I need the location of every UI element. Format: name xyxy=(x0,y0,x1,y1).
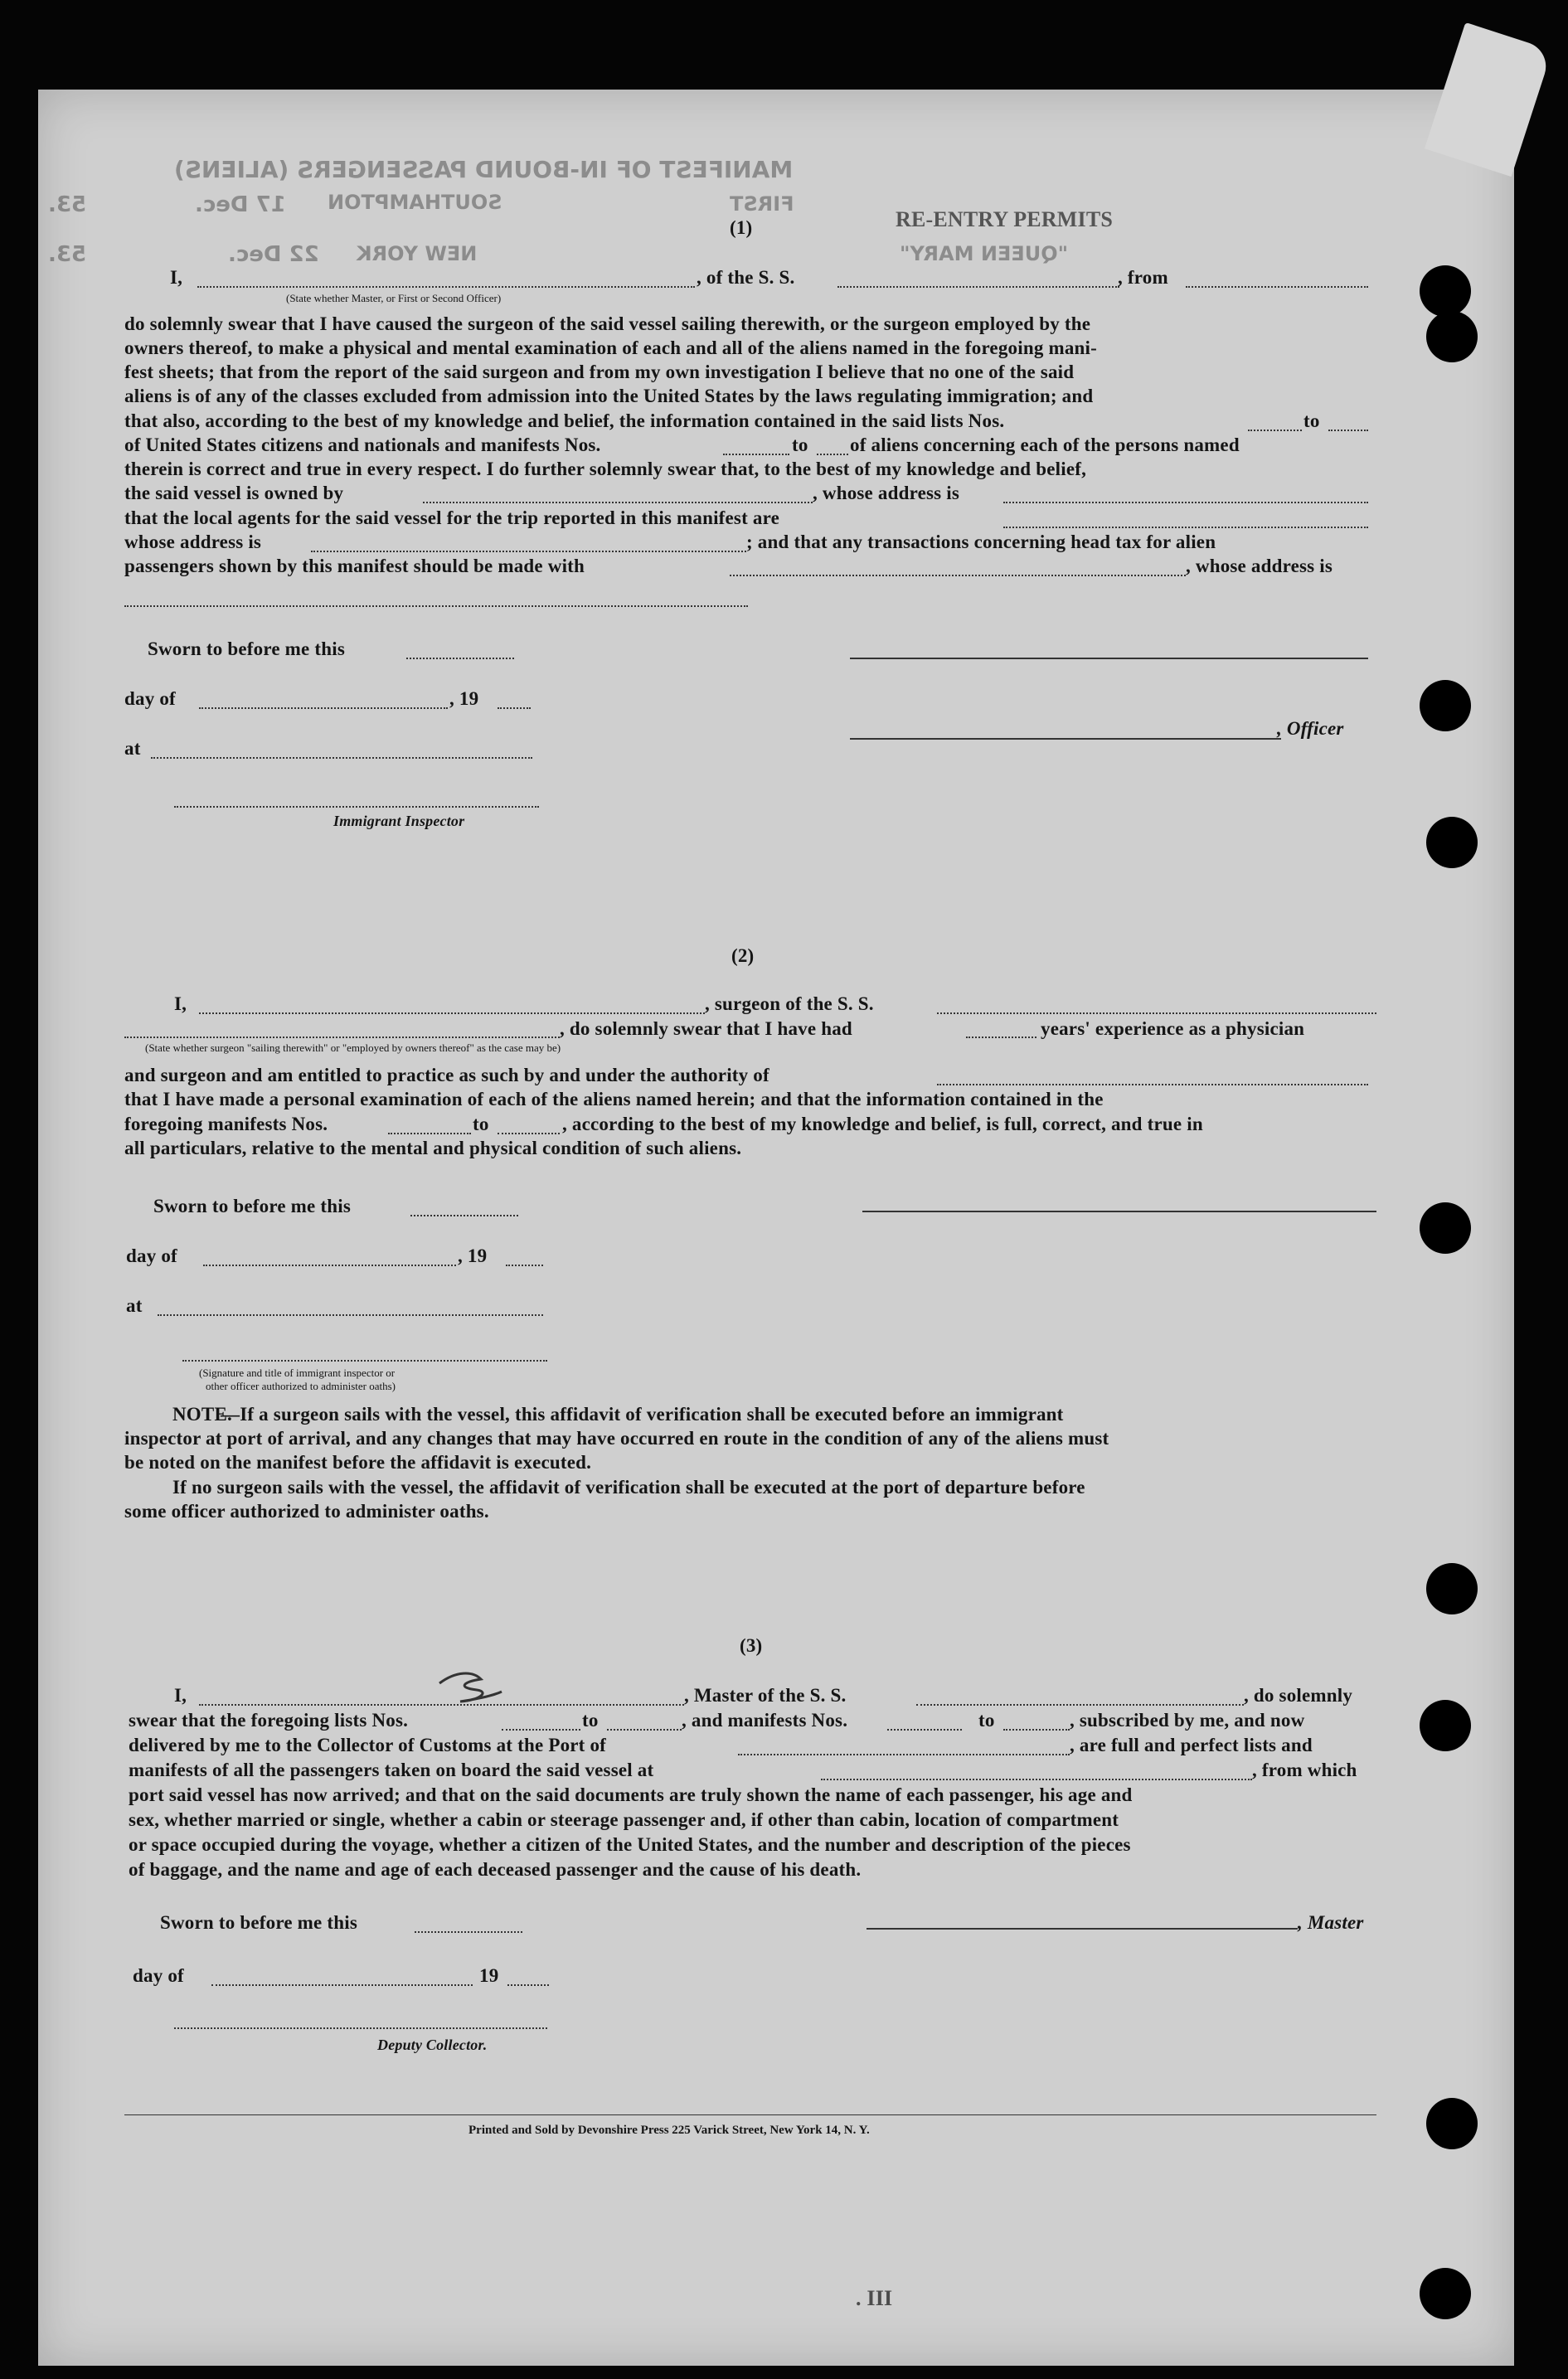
year-label: , 19 xyxy=(449,688,479,709)
fill-line xyxy=(498,707,531,709)
fill-line xyxy=(507,1984,549,1986)
fill-line xyxy=(821,1779,1252,1780)
inspector-label: Immigrant Inspector xyxy=(333,813,465,829)
master-text: , and manifests Nos. xyxy=(682,1710,848,1731)
fill-line xyxy=(506,1265,543,1266)
printer-imprint: Printed and Sold by Devonshire Press 225 Varick Street, New York 14, N. Y. xyxy=(468,2124,870,2137)
master-text: manifests of all the passengers taken on board the said vessel at xyxy=(129,1760,654,1780)
bleed-text: 53. xyxy=(48,242,87,267)
oath-text: to xyxy=(1303,410,1320,431)
fill-line xyxy=(502,1729,580,1731)
surgeon-caption: (State whether surgeon "sailing therewith" or "employed by owners thereof" as the case may be) xyxy=(145,1041,561,1054)
oath-text: of United States citizens and nationals and manifests Nos. xyxy=(124,435,601,455)
signature-line xyxy=(182,1360,547,1362)
punch-hole xyxy=(1420,265,1471,317)
punch-hole xyxy=(1420,1202,1471,1254)
fill-line xyxy=(498,1133,560,1134)
master-text: or space occupied during the voyage, whether a citizen of the United States, and the number and description of the pieces xyxy=(129,1834,1131,1855)
bleed-header: MANIFEST OF IN-BOUND PASSENGERS (ALIENS) xyxy=(174,156,794,183)
signature-caption: (Signature and title of immigrant inspector or xyxy=(199,1367,396,1379)
oath-text: do solemnly swear that I have caused the surgeon of the said vessel sailing therewith, or the surgeon employed by the xyxy=(124,313,1091,334)
fill-line xyxy=(937,1084,1368,1085)
section-3-number: (3) xyxy=(740,1635,763,1656)
master-text: sex, whether married or single, whether a cabin or steerage passenger and, if other than cabin, location of compartment xyxy=(129,1809,1119,1830)
master-text: , from which xyxy=(1252,1760,1357,1780)
torn-corner xyxy=(1425,22,1552,177)
master-text: to xyxy=(978,1710,995,1731)
fill-line xyxy=(916,1704,1244,1706)
fill-line xyxy=(887,1729,962,1731)
day-of-label: day of xyxy=(124,688,176,709)
bleed-text: SOUTHAMPTON xyxy=(328,191,502,214)
oath-text: to xyxy=(792,435,808,455)
sworn-label: Sworn to before me this xyxy=(148,638,345,659)
fill-line xyxy=(1003,1729,1070,1731)
year-label: 19 xyxy=(479,1965,499,1986)
oath-text: the said vessel is owned by xyxy=(124,483,344,503)
signature-line xyxy=(862,1211,1376,1212)
fill-line xyxy=(410,1215,518,1216)
master-text: , do solemnly xyxy=(1244,1685,1353,1706)
punch-hole xyxy=(1420,680,1471,731)
line-i: I, xyxy=(174,1685,187,1706)
surgeon-text: , do solemnly swear that I have had xyxy=(560,1018,852,1039)
bleed-text: FIRST xyxy=(730,192,794,216)
signature-line xyxy=(850,658,1368,659)
fill-line xyxy=(607,1729,682,1731)
note-text: inspector at port of arrival, and any changes that may have occurred en route in the condition of any of the aliens must xyxy=(124,1428,1109,1449)
fill-line xyxy=(197,286,695,288)
punch-hole xyxy=(1426,2098,1478,2149)
master-text: port said vessel has now arrived; and that on the said documents are truly shown the name of each passenger, his age and xyxy=(129,1784,1133,1805)
punch-hole xyxy=(1426,817,1478,868)
signature-line xyxy=(867,1928,1298,1930)
section-1-number: (1) xyxy=(730,217,753,238)
page-stamp: . III xyxy=(856,2286,893,2310)
oath-text: ; and that any transactions concerning head tax for alien xyxy=(746,532,1216,552)
signature-mark xyxy=(431,1667,506,1708)
fill-line xyxy=(124,605,748,607)
fill-line xyxy=(730,575,1186,576)
of-the-ss: , of the S. S. xyxy=(697,267,795,288)
surgeon-text: foregoing manifests Nos. xyxy=(124,1114,328,1134)
punch-hole xyxy=(1420,1700,1471,1751)
bleed-text: "QUEEN MARY" xyxy=(900,242,1069,265)
fill-line xyxy=(203,1265,456,1266)
note-label: NOTE. xyxy=(172,1404,232,1425)
oath-text: , whose address is xyxy=(1186,556,1333,576)
surgeon-text: that I have made a personal examination of each of the aliens named herein; and that the information contained in the xyxy=(124,1089,1104,1109)
note-text: be noted on the manifest before the affidavit is executed. xyxy=(124,1452,592,1473)
oath-text: therein is correct and true in every respect. I do further solemnly swear that, to the best of my knowledge and belief, xyxy=(124,459,1087,479)
officer-caption: (State whether Master, or First or Second Officer) xyxy=(286,292,502,304)
fill-line xyxy=(738,1754,1070,1755)
master-text: , subscribed by me, and now xyxy=(1070,1710,1305,1731)
surgeon-text: all particulars, relative to the mental and physical condition of such aliens. xyxy=(124,1138,742,1158)
oath-text: that the local agents for the said vessel for the trip reported in this manifest are xyxy=(124,507,779,528)
day-of-label: day of xyxy=(126,1245,177,1266)
sworn-label: Sworn to before me this xyxy=(160,1912,357,1933)
oath-text: of aliens concerning each of the persons named xyxy=(850,435,1240,455)
year-label: , 19 xyxy=(458,1245,488,1266)
sworn-label: Sworn to before me this xyxy=(153,1196,351,1216)
fill-line xyxy=(1328,430,1368,431)
signature-caption: other officer authorized to administer oaths) xyxy=(206,1380,396,1392)
fill-line xyxy=(158,1314,543,1316)
surgeon-label: , surgeon of the S. S. xyxy=(705,993,874,1014)
at-label: at xyxy=(124,738,141,759)
fill-line xyxy=(199,1012,705,1014)
officer-label: , Officer xyxy=(1277,718,1344,739)
fill-line xyxy=(388,1133,471,1134)
fill-line xyxy=(423,502,813,503)
surgeon-text: years' experience as a physician xyxy=(1041,1018,1305,1039)
oath-text: fest sheets; that from the report of the said surgeon and from my own investigation I believe that no one of the said xyxy=(124,362,1075,382)
signature-line xyxy=(850,738,1281,740)
master-signature-label: , Master xyxy=(1298,1912,1364,1933)
fill-line xyxy=(124,1037,560,1038)
from-label: , from xyxy=(1118,267,1168,288)
bleed-text: 53. xyxy=(48,192,87,217)
bleed-text: NEW YORK xyxy=(357,242,478,265)
fill-line xyxy=(415,1931,522,1933)
fill-line xyxy=(211,1984,473,1986)
punch-hole xyxy=(1426,311,1478,362)
footer-rule xyxy=(124,2114,1376,2115)
fill-line xyxy=(151,757,532,759)
note-text: —If a surgeon sails with the vessel, this affidavit of verification shall be executed before an immigrant xyxy=(221,1404,1064,1425)
master-text: of baggage, and the name and age of each deceased passenger and the cause of his death. xyxy=(129,1859,862,1880)
fill-line xyxy=(1003,527,1368,528)
fill-line xyxy=(1248,430,1302,431)
punch-hole xyxy=(1420,2268,1471,2319)
deputy-collector-label: Deputy Collector. xyxy=(377,2037,488,2053)
master-text: delivered by me to the Collector of Customs at the Port of xyxy=(129,1735,607,1755)
line-i: I, xyxy=(174,993,187,1014)
fill-line xyxy=(937,1012,1376,1014)
surgeon-text: , according to the best of my knowledge and belief, is full, correct, and true in xyxy=(562,1114,1203,1134)
line-i: I, xyxy=(170,267,183,288)
master-label: , Master of the S. S. xyxy=(684,1685,847,1706)
signature-line xyxy=(174,2027,547,2029)
surgeon-text: to xyxy=(473,1114,489,1134)
fill-line xyxy=(966,1037,1036,1038)
oath-text: owners thereof, to make a physical and mental examination of each and all of the aliens named in the foregoing mani- xyxy=(124,337,1097,358)
oath-text: whose address is xyxy=(124,532,262,552)
oath-text: aliens is of any of the classes excluded from admission into the United States by the laws regulating immigration; and xyxy=(124,386,1094,406)
fill-line xyxy=(817,454,848,455)
master-text: , are full and perfect lists and xyxy=(1070,1735,1313,1755)
fill-line xyxy=(1186,286,1368,288)
oath-text: passengers shown by this manifest should be made with xyxy=(124,556,585,576)
fill-line xyxy=(1003,502,1368,503)
master-text: to xyxy=(582,1710,599,1731)
fill-line xyxy=(723,454,789,455)
bleed-text: 17 Dec. xyxy=(195,192,286,217)
note-text: some officer authorized to administer oaths. xyxy=(124,1501,489,1522)
surgeon-text: and surgeon and am entitled to practice as such by and under the authority of xyxy=(124,1065,769,1085)
fill-line xyxy=(311,551,746,552)
note-text: If no surgeon sails with the vessel, the affidavit of verification shall be executed at the port of departure before xyxy=(172,1477,1085,1498)
oath-text: that also, according to the best of my knowledge and belief, the information contained in the said lists Nos. xyxy=(124,410,1005,431)
re-entry-stamp: RE-ENTRY PERMITS xyxy=(896,207,1114,231)
fill-line xyxy=(837,286,1119,288)
punch-hole xyxy=(1426,1563,1478,1614)
bleed-text: 22 Dec. xyxy=(228,242,319,267)
fill-line xyxy=(199,707,448,709)
fill-line xyxy=(406,658,514,659)
master-text: swear that the foregoing lists Nos. xyxy=(129,1710,409,1731)
signature-line xyxy=(174,806,539,808)
oath-text: , whose address is xyxy=(813,483,959,503)
section-2-number: (2) xyxy=(731,945,755,966)
day-of-label: day of xyxy=(133,1965,184,1986)
at-label: at xyxy=(126,1295,143,1316)
